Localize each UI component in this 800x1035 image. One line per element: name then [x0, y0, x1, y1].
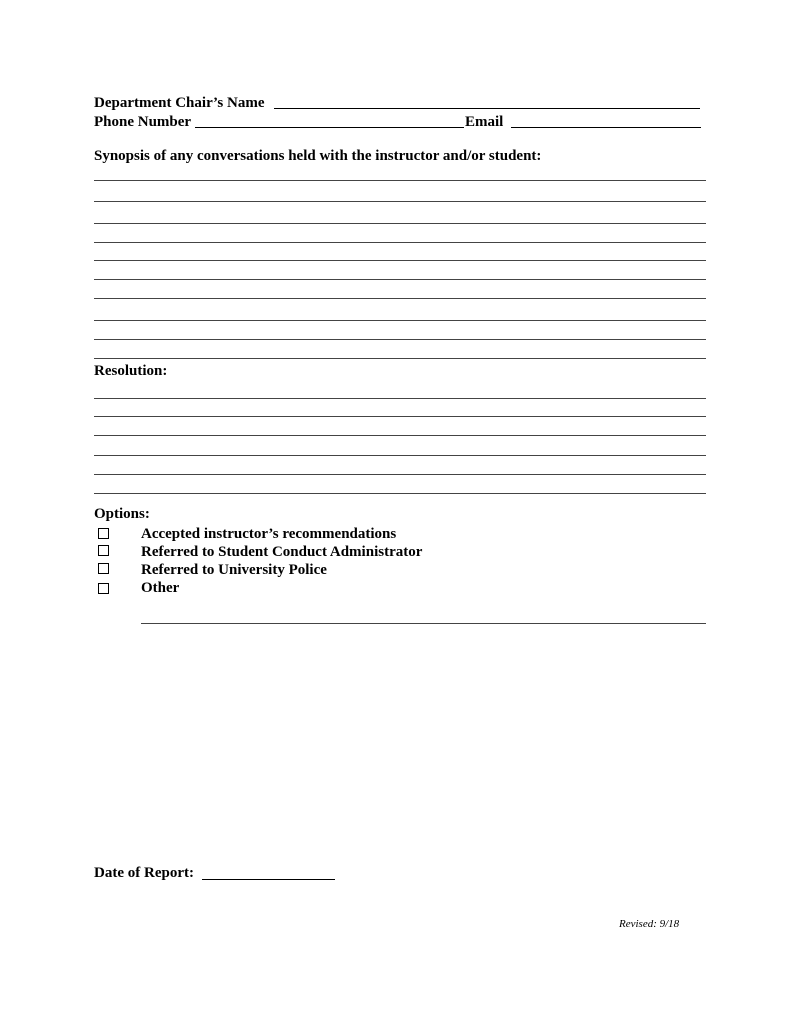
option-label: Accepted instructor’s recommendations — [141, 526, 397, 542]
resolution-line — [94, 455, 706, 456]
checkbox-referred-conduct[interactable] — [98, 545, 109, 556]
resolution-label: Resolution: — [94, 363, 168, 379]
option-label: Referred to Student Conduct Administrator — [141, 544, 423, 560]
email-label: Email — [465, 114, 504, 130]
checkbox-accepted-recommendations[interactable] — [98, 528, 109, 539]
phone-field[interactable] — [195, 127, 464, 128]
synopsis-line — [94, 298, 706, 299]
synopsis-line — [94, 180, 706, 181]
synopsis-line — [94, 358, 706, 359]
synopsis-line — [94, 279, 706, 280]
checkbox-other[interactable] — [98, 583, 109, 594]
resolution-line — [94, 398, 706, 399]
phone-label: Phone Number — [94, 114, 192, 130]
resolution-line — [94, 493, 706, 494]
other-specify-line[interactable] — [141, 623, 706, 624]
resolution-line — [94, 435, 706, 436]
email-field[interactable] — [511, 127, 701, 128]
synopsis-line — [94, 260, 706, 261]
chair-name-label: Department Chair’s Name — [94, 95, 265, 111]
date-of-report-label: Date of Report: — [94, 865, 194, 881]
resolution-line — [94, 474, 706, 475]
option-label: Other — [141, 580, 180, 596]
synopsis-line — [94, 339, 706, 340]
options-label: Options: — [94, 506, 150, 522]
synopsis-line — [94, 242, 706, 243]
synopsis-line — [94, 320, 706, 321]
synopsis-line — [94, 223, 706, 224]
synopsis-line — [94, 201, 706, 202]
chair-name-field[interactable] — [274, 108, 700, 109]
revised-note: Revised: 9/18 — [619, 918, 680, 930]
synopsis-label: Synopsis of any conversations held with the instructor and/or student: — [94, 148, 542, 164]
date-of-report-field[interactable] — [202, 879, 335, 880]
checkbox-referred-police[interactable] — [98, 563, 109, 574]
resolution-line — [94, 416, 706, 417]
option-label: Referred to University Police — [141, 562, 327, 578]
